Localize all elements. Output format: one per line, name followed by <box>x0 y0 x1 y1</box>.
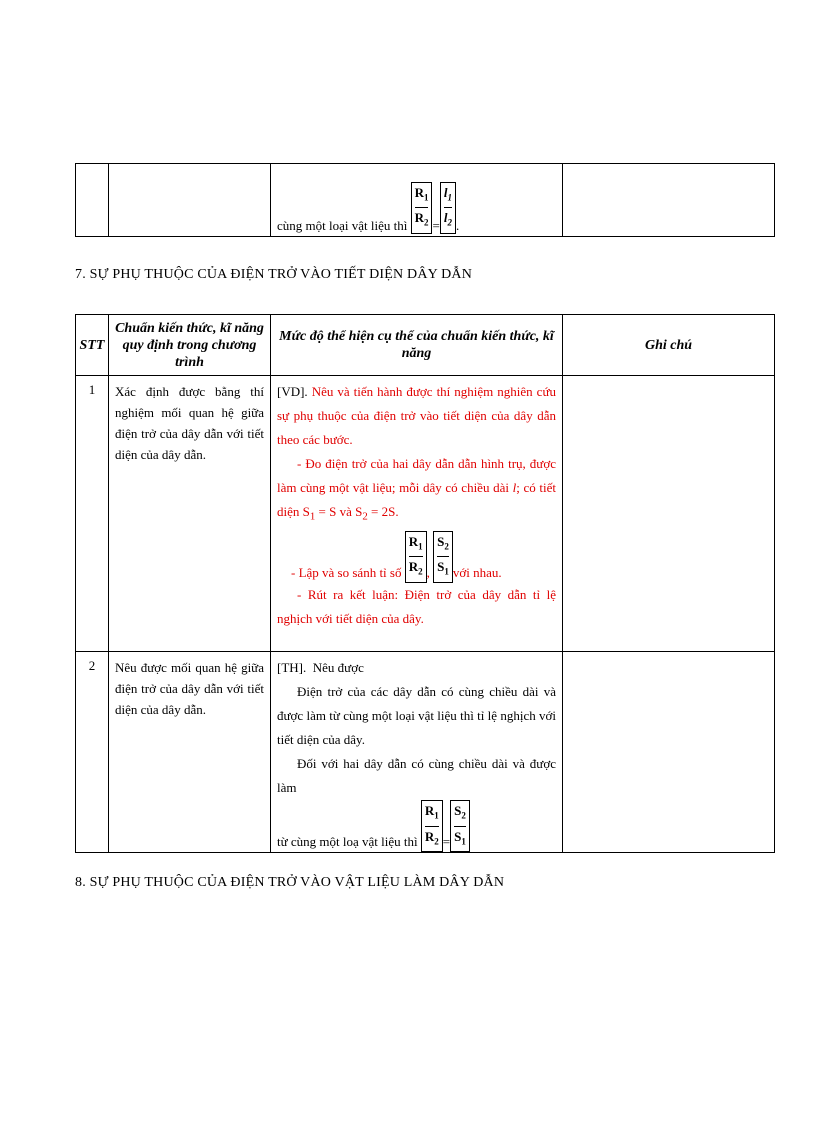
table-header-row <box>76 315 775 376</box>
cell-stt <box>76 164 109 237</box>
equals-sign: = <box>442 834 451 850</box>
fraction-l1-l2: $\frac{l_1}{l_2}$ <box>440 182 456 234</box>
cell-chuan <box>109 164 271 237</box>
fraction-s2-s1: $\frac{S_2}{S_1}$ <box>450 800 470 852</box>
formula-line: từ cùng một loạ vật liệu thì $\frac{R_1}{R_2}$ = $\frac{S_2}{S_1}$ <box>277 800 556 852</box>
cell-muc-do <box>271 164 563 237</box>
section-7-table <box>75 314 775 853</box>
table-row <box>76 376 775 652</box>
continued-table <box>75 163 775 237</box>
statement: Điện trở của các dây dẫn có cùng chiều dài và được làm từ cùng một loại vật liệu thì tỉ lệ nghịch với tiết diện của dây. <box>277 684 556 747</box>
th-line: [TH]. Nêu được <box>277 660 364 675</box>
step-compare: - Lập và so sánh tỉ số $\frac{R_1}{R_2}$ , $\frac{S_2}{S_1}$ với nhau. <box>277 531 556 583</box>
table-row <box>76 652 775 853</box>
header-ghi-chu: Ghi chú <box>563 315 775 376</box>
section-7-title: 7. SỰ PHỤ THUỘC CỦA ĐIỆN TRỞ VÀO TIẾT DIỆN DÂY DẪN <box>75 267 473 282</box>
tag-th: [TH]. <box>277 660 307 675</box>
row-stt: 1 <box>76 376 109 652</box>
header-muc-do: Mức độ thể hiện cụ thể của chuẩn kiến thức, kĩ năng <box>271 315 563 376</box>
tag-vd: [VD]. <box>277 384 308 399</box>
row-stt: 2 <box>76 652 109 853</box>
fraction-r1-r2: $\frac{R_1}{R_2}$ <box>411 182 433 234</box>
row-muc-do <box>271 652 563 853</box>
step-conclude: - Rút ra kết luận: Điện trở của dây dẫn tỉ lệ nghịch với tiết diện của dây. <box>277 586 556 626</box>
section-8-title: 8. SỰ PHỤ THUỘC CỦA ĐIỆN TRỞ VÀO VẬT LIỆU LÀM DÂY DẪN <box>75 875 505 890</box>
row-chuan: Nêu được mối quan hệ giữa điện trở của dây dẫn với tiết diện của dây dẫn. <box>109 652 271 853</box>
fraction-s2-s1: $\frac{S_2}{S_1}$ <box>433 531 453 583</box>
header-stt: STT <box>76 315 109 376</box>
fraction-r1-r2: $\frac{R_1}{R_2}$ <box>421 800 443 852</box>
row-chuan: Xác định được bằng thí nghiệm mối quan hệ giữa điện trở của dây dẫn với tiết diện của dây dẫn. <box>109 376 271 652</box>
period: . <box>455 218 460 233</box>
row-ghi-chu <box>563 652 775 853</box>
row-ghi-chu <box>563 376 775 652</box>
row-muc-do <box>271 376 563 652</box>
cell-ghi-chu <box>563 164 775 237</box>
vd-paragraph: [VD]. Nêu và tiến hành được thí nghiệm nghiên cứu sự phụ thuộc của điện trở vào tiết diện của dây dẫn theo các bước. <box>277 384 556 447</box>
fraction-r1-r2: $\frac{R_1}{R_2}$ <box>405 531 427 583</box>
statement-2: Đối với hai dây dẫn có cùng chiều dài và được làm <box>277 756 556 795</box>
equals-sign: = <box>432 218 440 233</box>
header-chuan: Chuẩn kiến thức, kĩ năng quy định trong chương trình <box>109 315 271 376</box>
text-prefix: cùng một loại vật liệu thì <box>277 218 408 233</box>
step-measure: - Đo điện trở của hai dây dẫn dẫn hình trụ, được làm cùng một vật liệu; mỗi dây có chiều dài l; có tiết diện $S_1 = S$ và $S_2 = 2S$. <box>277 456 556 523</box>
